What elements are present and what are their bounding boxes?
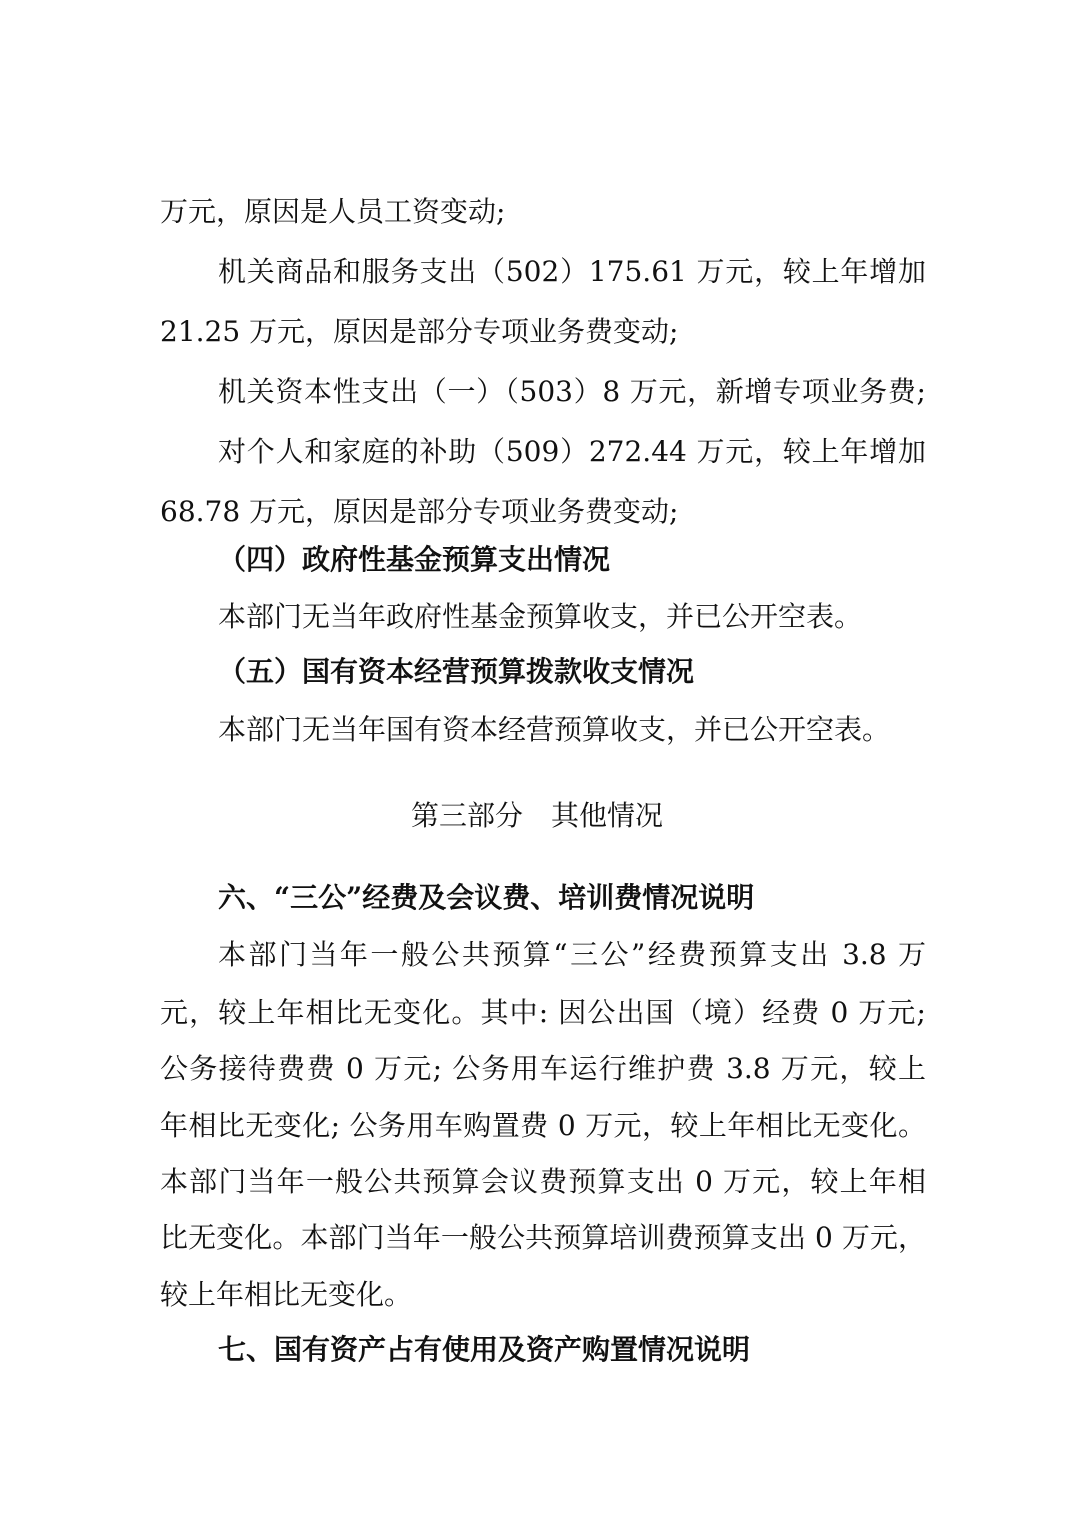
body-line: 本部门无当年国有资本经营预算收支，并已公开空表。 xyxy=(218,713,891,746)
body-line: 本部门当年一般公共预算“三公”经费预算支出 3.8 万 xyxy=(218,938,926,971)
body-line: 公务接待费费 0 万元; 公务用车运行维护费 3.8 万元，较上 xyxy=(160,1052,926,1085)
body-line: 本部门无当年政府性基金预算收支，并已公开空表。 xyxy=(218,600,863,633)
section-heading: 六、“三公”经费及会议费、培训费情况说明 xyxy=(218,881,755,914)
body-line: 对个人和家庭的补助（509）272.44 万元，较上年增加 xyxy=(218,435,926,468)
body-line: 本部门当年一般公共预算会议费预算支出 0 万元，较上年相 xyxy=(160,1165,926,1198)
body-line: 年相比无变化; 公务用车购置费 0 万元，较上年相比无变化。 xyxy=(160,1109,926,1142)
body-line: 68.78 万元，原因是部分专项业务费变动; xyxy=(160,495,679,528)
body-line: 比无变化。本部门当年一般公共预算培训费预算支出 0 万元， xyxy=(160,1221,926,1254)
body-line: 万元，原因是人员工资变动; xyxy=(160,195,506,228)
section-heading: （四）政府性基金预算支出情况 xyxy=(218,543,611,576)
body-line: 元，较上年相比无变化。其中: 因公出国（境）经费 0 万元; xyxy=(160,996,926,1029)
section-heading: （五）国有资本经营预算拨款收支情况 xyxy=(218,655,695,688)
body-line: 机关资本性支出（一）（503）8 万元，新增专项业务费; xyxy=(218,375,926,408)
body-line: 机关商品和服务支出（502）175.61 万元，较上年增加 xyxy=(218,255,926,288)
body-line: 21.25 万元，原因是部分专项业务费变动; xyxy=(160,315,679,348)
part-title: 第三部分 其他情况 xyxy=(410,799,663,832)
section-heading: 七、国有资产占有使用及资产购置情况说明 xyxy=(218,1333,751,1366)
body-line: 较上年相比无变化。 xyxy=(160,1278,413,1311)
